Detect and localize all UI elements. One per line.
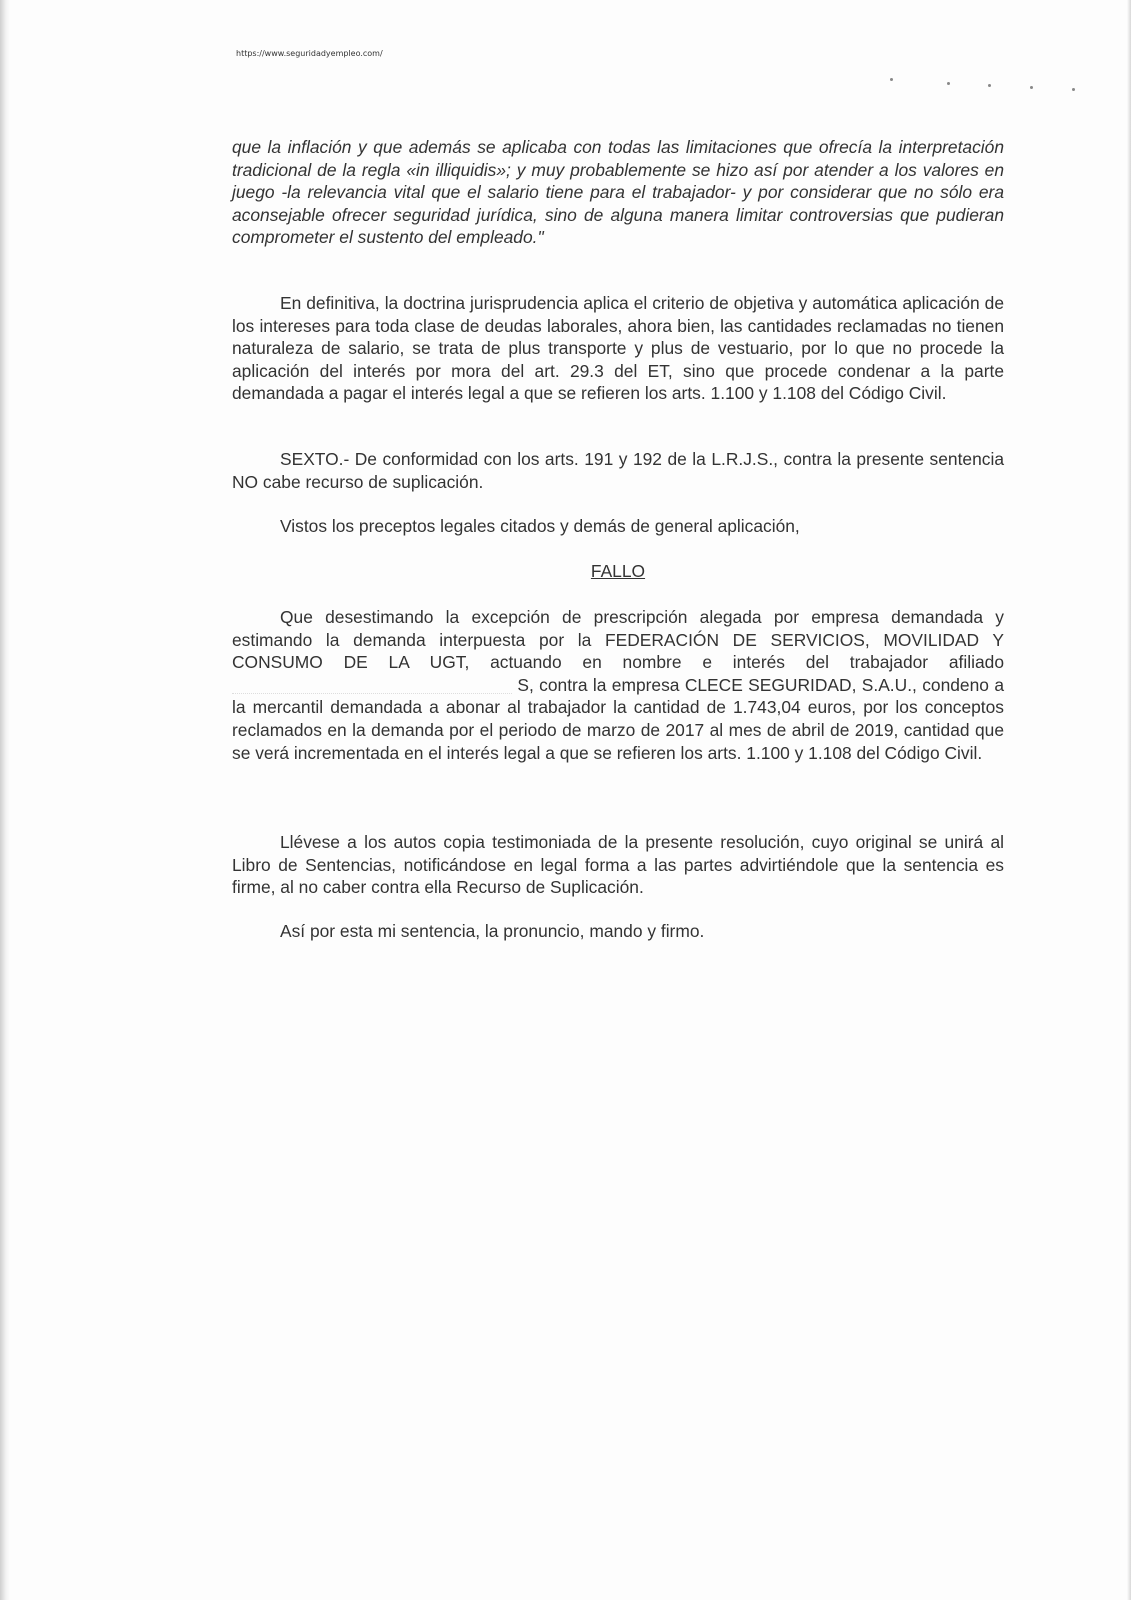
header-url: https://www.seguridadyempleo.com/ [236, 49, 383, 58]
scan-specks [890, 76, 1090, 96]
scan-right-edge [1127, 0, 1131, 1600]
scan-left-edge [0, 0, 10, 1600]
asi-paragraph: Así por esta mi sentencia, la pronuncio, mando y firmo. [280, 921, 705, 941]
quote-end-paragraph: que la inflación y que además se aplicaba con todas las limitaciones que ofrecía la interpretación tradicional de la regla «in illiquidis»; y muy probablemente se hizo así por atender a los valores en juego -la relevancia vital que el salario tiene para el trabajador- y por considerar que no sólo era aconsejable ofrecer seguridad jurídica, sino de alguna manera limitar controversias que pudieran comprometer el sustento del empleado." [232, 137, 1004, 248]
sexto-paragraph: SEXTO.- De conformidad con los arts. 191 y 192 de la L.R.J.S., contra la presente sentencia NO cabe recurso de suplicación. [232, 449, 1004, 492]
vistos-paragraph: Vistos los preceptos legales citados y demás de general aplicación, [280, 516, 800, 536]
definitiva-paragraph: En definitiva, la doctrina jurisprudencia aplica el criterio de objetiva y automática aplicación de los intereses para toda clase de deudas laborales, ahora bien, las cantidades reclamadas no tienen naturaleza de salario, se trata de plus transporte y plus de vestuario, por lo que no procede la aplicación del interés por mora del art. 29.3 del ET, sino que procede condenar a la parte demandada a pagar el interés legal a que se refieren los arts. 1.100 y 1.108 del Código Civil. [232, 293, 1004, 404]
llevese-paragraph: Llévese a los autos copia testimoniada de la presente resolución, cuyo original se unirá al Libro de Sentencias, notificándose en legal forma a las partes advirtiéndole que la sentencia es firme, al no caber contra ella Recurso de Suplicación. [232, 832, 1004, 898]
fallo-heading: FALLO [590, 561, 646, 581]
redacted-name [232, 679, 512, 694]
fallo-text-part2: S, contra la empresa CLECE SEGURIDAD, S.A.U., condeno a la mercantil demandada a abonar al trabajador la cantidad de 1.743,04 euros, por los conceptos reclamados en la demanda por el periodo de marzo de 2017 al mes de abril de 2019, cantidad que se verá incrementada en el interés legal a que se refieren los arts. 1.100 y 1.108 del Código Civil. [232, 674, 1004, 763]
fallo-paragraph [232, 606, 1004, 764]
fallo-text-part1: Que desestimando la excepción de prescripción alegada por empresa demandada y estimando la demanda interpuesta por la FEDERACIÓN DE SERVICIOS, MOVILIDAD Y CONSUMO DE LA UGT, actuando en nombre e interés del trabajador afiliado [232, 607, 1004, 673]
